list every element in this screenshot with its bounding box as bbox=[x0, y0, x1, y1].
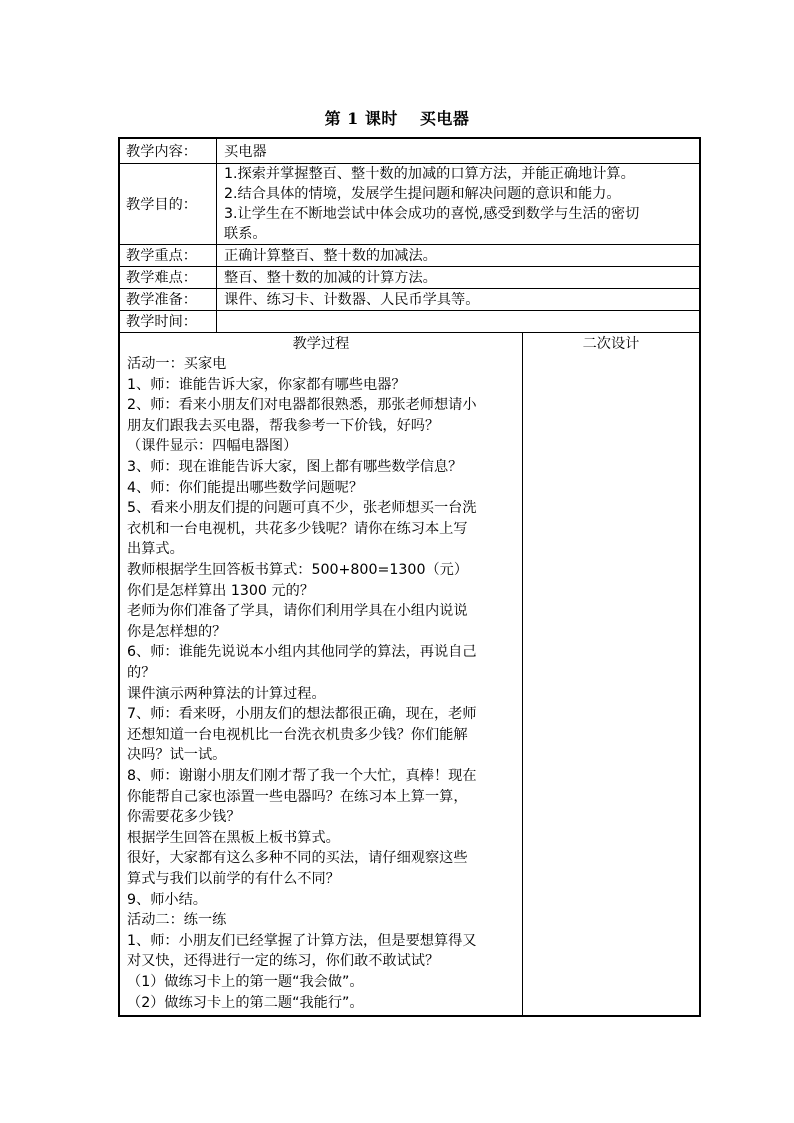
process-line: 7、师：看来呀，小朋友们的想法都很正确，现在，老师 bbox=[127, 706, 477, 723]
process-line: 8、师：谢谢小朋友们刚才帮了我一个大忙，真棒！现在 bbox=[127, 768, 477, 784]
label-preparation: 教学准备： bbox=[126, 292, 197, 308]
process-header: 教学过程 bbox=[292, 336, 350, 352]
objective-line: 联系。 bbox=[224, 226, 267, 242]
process-line: 活动二：练一练 bbox=[127, 912, 227, 929]
lesson-number: 第 1 课时 bbox=[324, 109, 398, 128]
lesson-plan-table bbox=[118, 137, 701, 1017]
process-line: 老师为你们准备了学具，请你们利用学具在小组内说说 bbox=[127, 603, 468, 620]
process-line: 活动一：买家电 bbox=[127, 356, 227, 372]
objective-line: 2.结合具体的情境，发展学生提问题和解决问题的意识和能力。 bbox=[224, 186, 621, 202]
label-content: 教学内容： bbox=[126, 144, 197, 160]
process-line: （2）做练习卡上的第二题“我能行”。 bbox=[127, 994, 364, 1011]
process-line: 衣机和一台电视机，共花多少钱呢？请你在练习本上写 bbox=[127, 520, 468, 537]
process-line: 根据学生回答在黑板上板书算式。 bbox=[127, 829, 340, 846]
process-line: 的？ bbox=[127, 665, 156, 681]
content-topic: 买电器 bbox=[224, 144, 267, 160]
process-line: 2、师：看来小朋友们对电器都很熟悉，那张老师想请小 bbox=[127, 397, 477, 414]
process-line: 出算式。 bbox=[127, 541, 184, 558]
table-rule bbox=[120, 266, 699, 267]
table-rule bbox=[216, 139, 217, 332]
table-rule bbox=[120, 288, 699, 289]
label-objectives: 教学目的： bbox=[126, 197, 197, 213]
table-rule bbox=[120, 244, 699, 245]
process-line: 很好，大家都有这么多种不同的买法，请仔细观察这些 bbox=[127, 850, 468, 867]
process-line: 6、师：谁能先说说本小组内其他同学的算法，再说自己 bbox=[127, 644, 477, 661]
objective-line: 1.探索并掌握整百、整十数的加减的口算方法，并能正确地计算。 bbox=[224, 166, 635, 182]
process-line: 4、师：你们能提出哪些数学问题呢？ bbox=[127, 479, 364, 496]
preparation-text: 课件、练习卡、计数器、人民币学具等。 bbox=[224, 292, 480, 308]
label-key-points: 教学重点： bbox=[126, 248, 197, 264]
process-line: 3、师：现在谁能告诉大家，图上都有哪些数学信息？ bbox=[127, 459, 463, 475]
redesign-header: 二次设计 bbox=[582, 336, 640, 352]
lesson-title bbox=[0, 106, 794, 129]
process-line: 5、看来小朋友们提的问题可真不少，张老师想买一台洗 bbox=[127, 500, 477, 517]
process-line: 你们是怎样算出 1300 元的？ bbox=[127, 582, 315, 599]
table-rule bbox=[120, 332, 699, 333]
objective-line: 3.让学生在不断地尝试中体会成功的喜悦,感受到数学与生活的密切 bbox=[224, 206, 640, 222]
process-line: 你是怎样想的？ bbox=[127, 623, 227, 640]
table-rule bbox=[120, 310, 699, 311]
difficulties-text: 整百、整十数的加减的计算方法。 bbox=[224, 270, 437, 286]
label-difficulties: 教学难点： bbox=[126, 270, 197, 286]
process-line: 1、师：谁能告诉大家，你家都有哪些电器？ bbox=[127, 376, 406, 393]
label-time: 教学时间： bbox=[126, 314, 197, 330]
table-rule bbox=[522, 332, 523, 1015]
process-line: （1）做练习卡上的第一题“我会做”。 bbox=[127, 974, 364, 990]
process-line: 还想知道一台电视机比一台洗衣机贵多少钱？你们能解 bbox=[127, 726, 468, 743]
key-points-text: 正确计算整百、整十数的加减法。 bbox=[224, 248, 437, 264]
process-line: 决吗？试一试。 bbox=[127, 747, 227, 764]
process-line: （课件显示：四幅电器图） bbox=[127, 438, 298, 455]
process-line: 课件演示两种算法的计算过程。 bbox=[127, 685, 326, 702]
process-line: 你需要花多少钱？ bbox=[127, 809, 241, 826]
process-line: 教师根据学生回答板书算式：500+800=1300（元） bbox=[127, 562, 469, 578]
process-line: 算式与我们以前学的有什么不同？ bbox=[127, 871, 340, 887]
process-line: 对又快，还得进行一定的练习，你们敢不敢试试？ bbox=[127, 953, 440, 970]
lesson-topic: 买电器 bbox=[419, 109, 470, 128]
process-line: 你能帮自己家也添置一些电器吗？在练习本上算一算， bbox=[127, 788, 468, 805]
process-line: 朋友们跟我去买电器，帮我参考一下价钱，好吗？ bbox=[127, 417, 440, 434]
process-line: 1、师：小朋友们已经掌握了计算方法，但是要想算得又 bbox=[127, 932, 477, 949]
process-line: 9、师小结。 bbox=[127, 891, 207, 908]
